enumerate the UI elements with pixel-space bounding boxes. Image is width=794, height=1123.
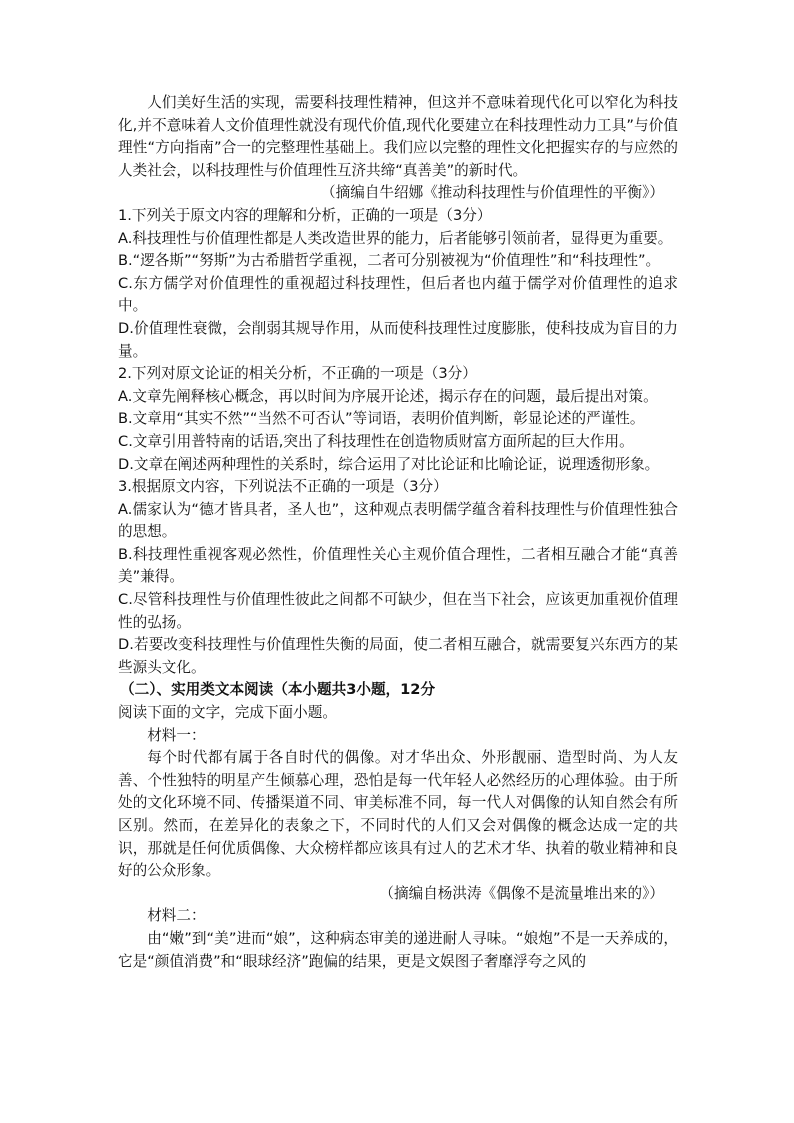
option-b: B.文章用“其实不然”“当然不可否认”等词语，表明价值判断，彰显论述的严谨性。 xyxy=(118,410,645,428)
option-a: A.文章先阐释核心概念，再以时间为序展开论述，揭示存在的问题，最后提出对策。 xyxy=(118,387,658,405)
option-c: C.文章引用普特南的话语,突出了科技理性在创造物质财富方面所起的巨大作用。 xyxy=(118,432,634,450)
option-b: B.“逻各斯”“努斯”为古希腊哲学重视，二者可分别被视为“价值理性”和“科技理性”。 xyxy=(118,252,661,270)
source-citation: （摘编自牛绍娜《推动科技理性与价值理性的平衡》） xyxy=(321,184,664,202)
option-d: D.若要改变科技理性与价值理性失衡的局面，使二者相互融合，就需要复兴东西方的某些源头文化。 xyxy=(118,636,678,676)
section-instruction: 阅读下面的文字，完成下面小题。 xyxy=(118,704,337,722)
material-one-label: 材料一： xyxy=(147,726,206,744)
material-one-source: （摘编自杨洪涛《偶像不是流量堆出来的》） xyxy=(379,884,664,902)
question-2 xyxy=(118,363,678,476)
option-c: C.尽管科技理性与价值理性彼此之间都不可缺少，但在当下社会，应该更加重视价值理性的弘扬。 xyxy=(118,591,678,631)
option-a: A.科技理性与价值理性都是人类改造世界的能力，后者能够引领前者，显得更为重要。 xyxy=(118,229,673,247)
option-d: D.文章在阐述两种理性的关系时，综合运用了对比论证和比喻论证，说理透彻形象。 xyxy=(118,455,660,473)
material-two-label: 材料二： xyxy=(147,907,206,925)
option-c: C.东方儒学对价值理性的重视超过科技理性，但后者也内蕴于儒学对价值理性的追求中。 xyxy=(118,274,678,315)
option-b: B.科技理性重视客观必然性，价值理性关心主观价值合理性，二者相互融合才能“真善美”兼得。 xyxy=(118,545,678,586)
option-a: A.儒家认为“德才皆具者，圣人也”，这种观点表明儒学蕴含着科技理性与价值理性独合的思想。 xyxy=(118,500,678,541)
question-stem: 3.根据原文内容，下列说法不正确的一项是（3分） xyxy=(118,478,448,496)
question-stem: 1.下列关于原文内容的理解和分析，正确的一项是（3分） xyxy=(118,206,492,224)
question-3 xyxy=(118,476,678,679)
document-page xyxy=(118,92,678,973)
closing-paragraph: 人们美好生活的实现，需要科技理性精神，但这并不意味着现代化可以窄化为科技化,并不意味着人文价值理性就没有现代价值,现代化要建立在科技理性动力工具”与价值理性“方向指南”合一的完整理性基础上。我们应以完整的理性文化把握实存的与应然的人类社会，以科技理性与价值理性互济共缔“真善美”的新时代。 xyxy=(118,94,678,179)
material-two-paragraph: 由“嫩”到“美”进而“娘”，这种病态审美的递进耐人寻味。“娘炮”不是一天养成的，它是“颜值消费”和“眼球经济”跑偏的结果，更是文娱图子奢靡浮夸之风的 xyxy=(118,929,678,970)
question-1 xyxy=(118,205,678,363)
question-stem: 2.下列对原文论证的相关分析，不正确的一项是（3分） xyxy=(118,365,477,383)
section-heading: （二）、实用类文本阅读（本小题共3小题，12分 xyxy=(120,681,436,699)
material-one-paragraph: 每个时代都有属于各自时代的偶像。对才华出众、外形靓丽、造型时尚、为人友善、个性独特的明星产生倾慕心理，恐怕是每一代年轻人必然经历的心理体验。由于所处的文化环境不同、传播渠道不同、审美标准不同，每一代人对偶像的认知自然会有所区别。然而，在差异化的表象之下，不同时代的人们又会对偶像的概念达成一定的共识，那就是任何优质偶像、大众榜样都应该具有过人的艺术才华、执着的敬业精神和良好的公众形象。 xyxy=(118,749,678,880)
option-d: D.价值理性衰微，会削弱其规导作用，从而使科技理性过度膨胀，使科技成为盲目的力量。 xyxy=(118,319,678,360)
